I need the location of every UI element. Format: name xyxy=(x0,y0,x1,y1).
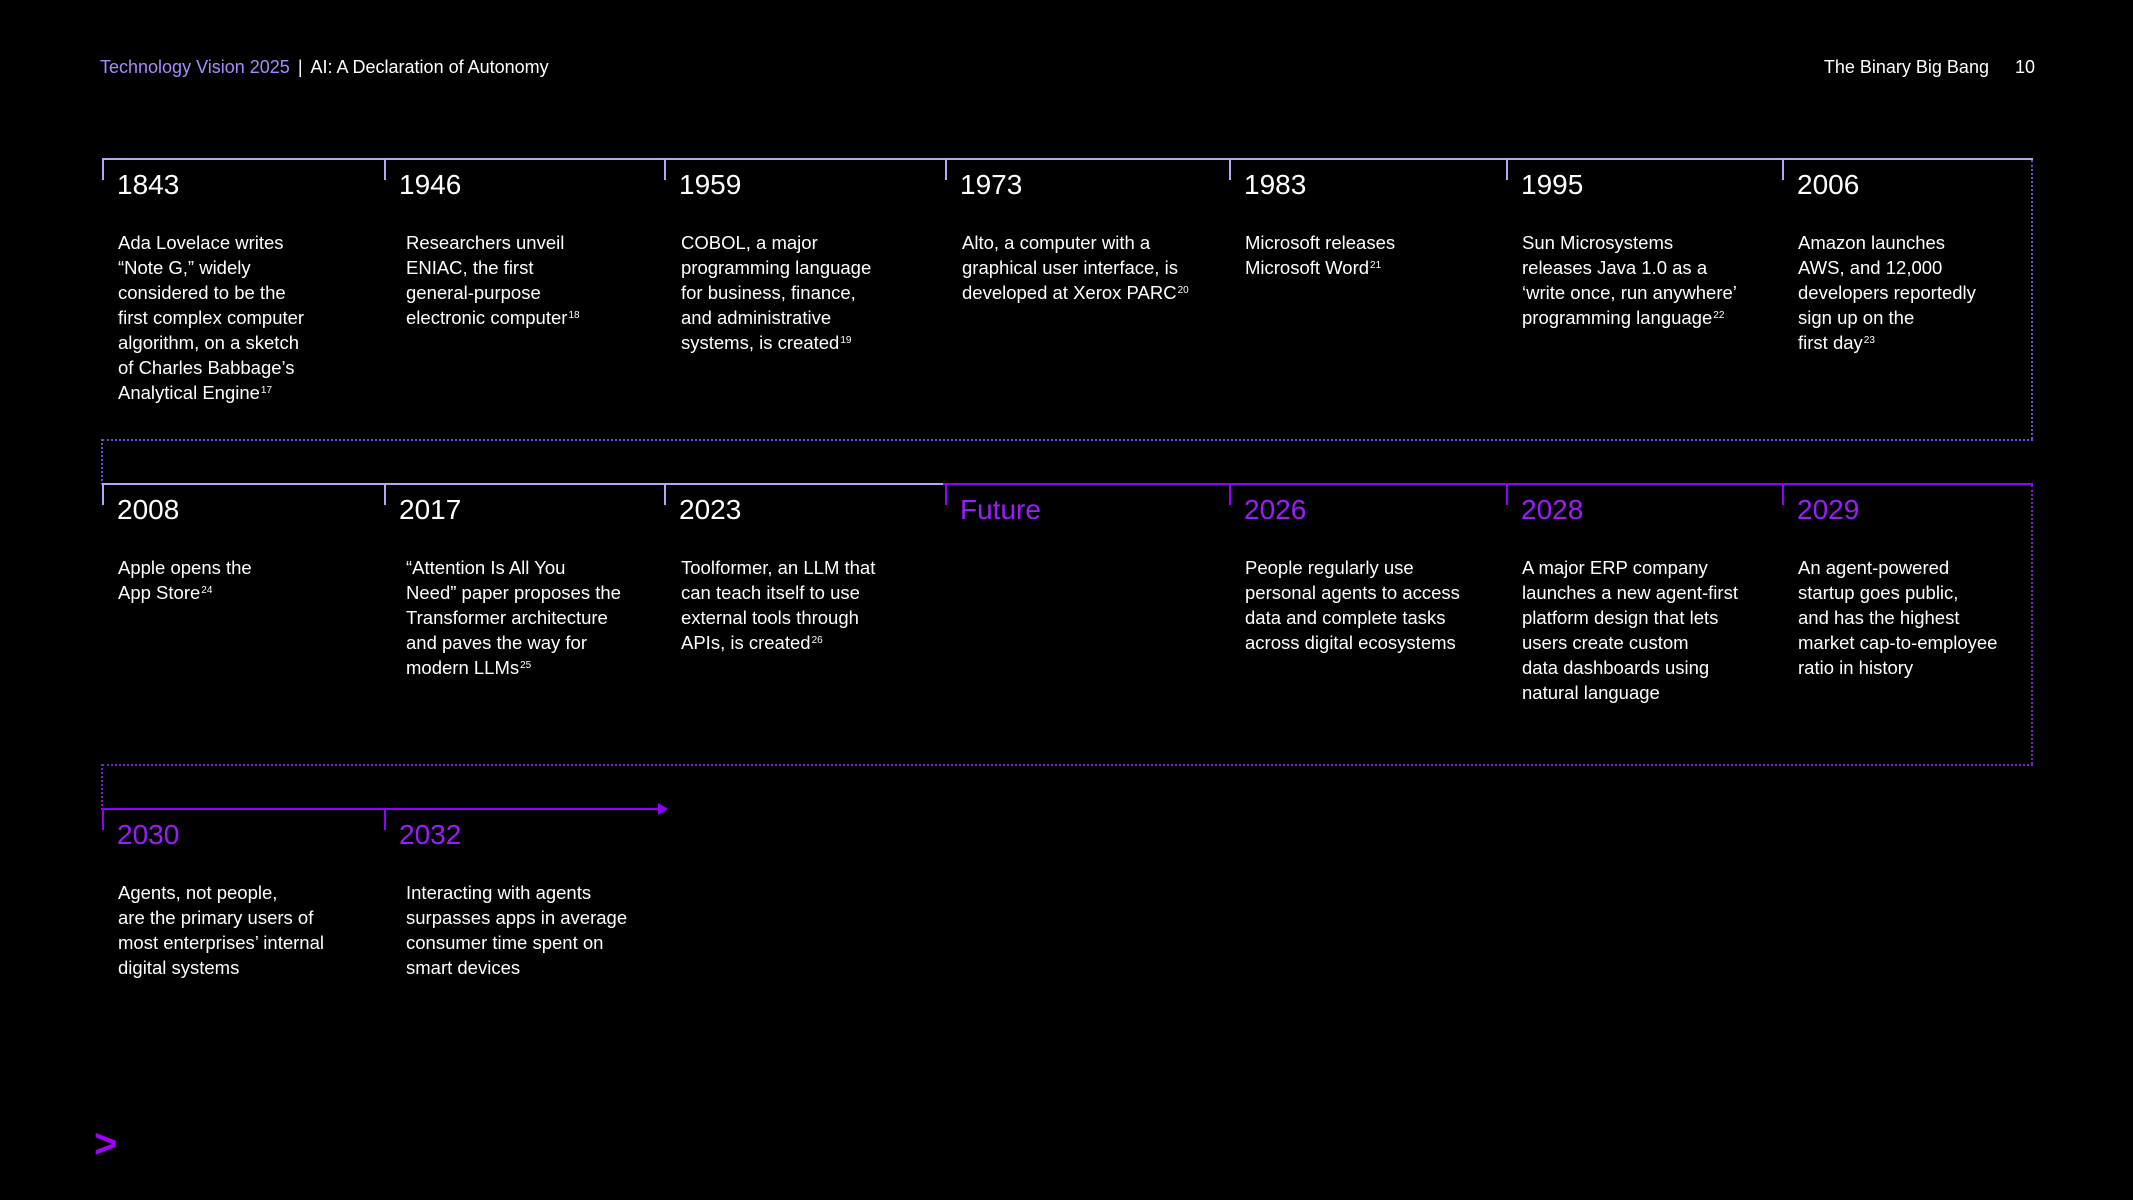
timeline-year: 2028 xyxy=(1521,494,1584,525)
footnote-ref: 26 xyxy=(811,635,823,646)
description-line: programming language$^{22}$ xyxy=(1522,307,1725,328)
description-line: developed at Xerox PARC$^{20}$ xyxy=(962,282,1189,303)
description-line: digital systems xyxy=(118,957,240,978)
header-right xyxy=(1824,57,2035,78)
description-line: general-purpose xyxy=(406,282,541,303)
footnote-ref: 17 xyxy=(260,385,273,396)
timeline-description xyxy=(406,230,646,330)
timeline-tick xyxy=(102,158,104,180)
footnote-ref: 21 xyxy=(1370,260,1382,271)
description-line: and administrative xyxy=(681,307,832,328)
description-line: Ada Lovelace writes xyxy=(118,232,284,253)
description-line: Researchers unveil xyxy=(406,232,565,253)
timeline-row-1-line xyxy=(102,158,2033,160)
timeline-tick xyxy=(664,158,666,180)
footnote-ref: 18 xyxy=(568,310,580,321)
description-line: Sun Microsystems xyxy=(1522,232,1674,253)
timeline-year: 1983 xyxy=(1244,169,1307,200)
timeline-tick xyxy=(1229,483,1231,505)
timeline-tick xyxy=(384,483,386,505)
description-line: modern LLMs$^{25}$ xyxy=(406,657,532,678)
connector-left-2 xyxy=(101,764,103,810)
description-line: can teach itself to use xyxy=(681,582,860,603)
footnote-ref: 20 xyxy=(1177,285,1189,296)
description-line: ENIAC, the first xyxy=(406,257,534,278)
description-line: Microsoft releases xyxy=(1245,232,1396,253)
timeline-tick xyxy=(1506,158,1508,180)
description-line: developers reportedly xyxy=(1798,282,1976,303)
timeline-row-3-line xyxy=(102,808,662,810)
section-title: The Binary Big Bang xyxy=(1823,57,1989,77)
description-line: AWS, and 12,000 xyxy=(1798,257,1943,278)
description-line: platform design that lets xyxy=(1522,607,1719,628)
timeline-year: 1995 xyxy=(1521,169,1584,200)
timeline-year: 2008 xyxy=(117,494,180,525)
publication-title: AI: A Declaration of Autonomy xyxy=(310,57,549,77)
connector-bottom-1 xyxy=(102,439,2033,441)
description-line: first day$^{23}$ xyxy=(1798,332,1875,353)
timeline-tick xyxy=(1506,483,1508,505)
description-line: “Attention Is All You xyxy=(406,557,566,578)
timeline-row-2-line-future xyxy=(943,483,2033,485)
timeline-description xyxy=(1522,230,1762,330)
description-line: ratio in history xyxy=(1798,657,1914,678)
description-line: Alto, a computer with a xyxy=(962,232,1151,253)
description-line: and has the highest xyxy=(1798,607,1960,628)
timeline-tick xyxy=(945,158,947,180)
description-line: consumer time spent on xyxy=(406,932,604,953)
timeline-description xyxy=(406,555,646,680)
timeline-description xyxy=(1522,555,1762,705)
footnote-ref: 19 xyxy=(840,335,852,346)
description-line: Interacting with agents xyxy=(406,882,592,903)
timeline-row-2-line-past xyxy=(102,483,943,485)
page-number: 10 xyxy=(2014,57,2035,77)
description-line: algorithm, on a sketch xyxy=(118,332,299,353)
timeline-description xyxy=(406,880,646,980)
description-line: Agents, not people, xyxy=(118,882,278,903)
timeline-description xyxy=(118,880,358,980)
description-line: most enterprises’ internal xyxy=(118,932,324,953)
brand-logo: > xyxy=(94,1122,118,1166)
timeline-description xyxy=(118,555,358,605)
description-line: natural language xyxy=(1522,682,1660,703)
description-line: first complex computer xyxy=(118,307,305,328)
description-line: Transformer architecture xyxy=(406,607,608,628)
description-line: for business, finance, xyxy=(681,282,856,303)
timeline-year: 2032 xyxy=(399,819,462,850)
timeline-year: 2017 xyxy=(399,494,462,525)
timeline-year: 2026 xyxy=(1244,494,1307,525)
connector-bottom-2 xyxy=(102,764,2033,766)
description-line: startup goes public, xyxy=(1798,582,1959,603)
timeline-year: 1959 xyxy=(679,169,742,200)
description-line: considered to be the xyxy=(118,282,286,303)
description-line: of Charles Babbage’s xyxy=(118,357,295,378)
description-line: are the primary users of xyxy=(118,907,314,928)
timeline-year: 2006 xyxy=(1797,169,1860,200)
description-line: releases Java 1.0 as a xyxy=(1522,257,1708,278)
description-line: graphical user interface, is xyxy=(962,257,1178,278)
description-line: Microsoft Word$^{21}$ xyxy=(1245,257,1382,278)
description-line: systems, is created$^{19}$ xyxy=(681,332,852,353)
timeline-description xyxy=(1798,230,2038,355)
timeline-year: Future xyxy=(960,494,1041,525)
description-line: Need” paper proposes the xyxy=(406,582,621,603)
description-line: Amazon launches xyxy=(1798,232,1946,253)
timeline-year: 2023 xyxy=(679,494,742,525)
description-line: Analytical Engine$^{17}$ xyxy=(118,382,273,403)
description-line: People regularly use xyxy=(1245,557,1414,578)
footnote-ref: 25 xyxy=(520,660,532,671)
description-line: ‘write once, run anywhere’ xyxy=(1522,282,1737,303)
timeline-tick xyxy=(1229,158,1231,180)
timeline-year: 1973 xyxy=(960,169,1023,200)
header-separator: | xyxy=(297,57,303,77)
timeline-tick xyxy=(1782,158,1784,180)
description-line: A major ERP company xyxy=(1522,557,1708,578)
description-line: data and complete tasks xyxy=(1245,607,1446,628)
description-line: market cap-to-employee xyxy=(1798,632,1998,653)
timeline-tick xyxy=(384,808,386,830)
timeline-arrow-head xyxy=(658,803,668,815)
timeline-year: 2030 xyxy=(117,819,180,850)
description-line: Apple opens the xyxy=(118,557,252,578)
footnote-ref: 24 xyxy=(201,585,213,596)
description-line: Toolformer, an LLM that xyxy=(681,557,876,578)
timeline-tick xyxy=(102,808,104,830)
description-line: “Note G,” widely xyxy=(118,257,251,278)
description-line: personal agents to access xyxy=(1245,582,1460,603)
timeline-tick xyxy=(945,483,947,505)
description-line: smart devices xyxy=(406,957,521,978)
timeline-tick xyxy=(384,158,386,180)
timeline-description xyxy=(1798,555,2038,680)
timeline-description xyxy=(962,230,1202,305)
timeline-tick xyxy=(102,483,104,505)
description-line: data dashboards using xyxy=(1522,657,1710,678)
timeline-description xyxy=(1245,230,1485,280)
description-line: surpasses apps in average xyxy=(406,907,628,928)
timeline-description xyxy=(118,230,358,405)
timeline-description xyxy=(681,230,921,355)
description-line: launches a new agent-first xyxy=(1522,582,1738,603)
publication-series: Technology Vision 2025 xyxy=(100,57,290,77)
timeline-description xyxy=(1245,555,1485,655)
timeline-tick xyxy=(1782,483,1784,505)
description-line: programming language xyxy=(681,257,872,278)
description-line: COBOL, a major xyxy=(681,232,818,253)
header-left xyxy=(100,57,549,78)
description-line: electronic computer$^{18}$ xyxy=(406,307,580,328)
footnote-ref: 23 xyxy=(1863,335,1875,346)
description-line: An agent-powered xyxy=(1798,557,1950,578)
description-line: users create custom xyxy=(1522,632,1689,653)
footnote-ref: 22 xyxy=(1713,310,1725,321)
timeline-year: 2029 xyxy=(1797,494,1860,525)
description-line: APIs, is created$^{26}$ xyxy=(681,632,823,653)
description-line: external tools through xyxy=(681,607,859,628)
description-line: and paves the way for xyxy=(406,632,587,653)
timeline-year: 1946 xyxy=(399,169,462,200)
timeline-description xyxy=(681,555,921,655)
description-line: across digital ecosystems xyxy=(1245,632,1456,653)
description-line: sign up on the xyxy=(1798,307,1915,328)
timeline-tick xyxy=(664,483,666,505)
connector-left-1 xyxy=(101,439,103,485)
timeline-year: 1843 xyxy=(117,169,180,200)
description-line: App Store$^{24}$ xyxy=(118,582,213,603)
